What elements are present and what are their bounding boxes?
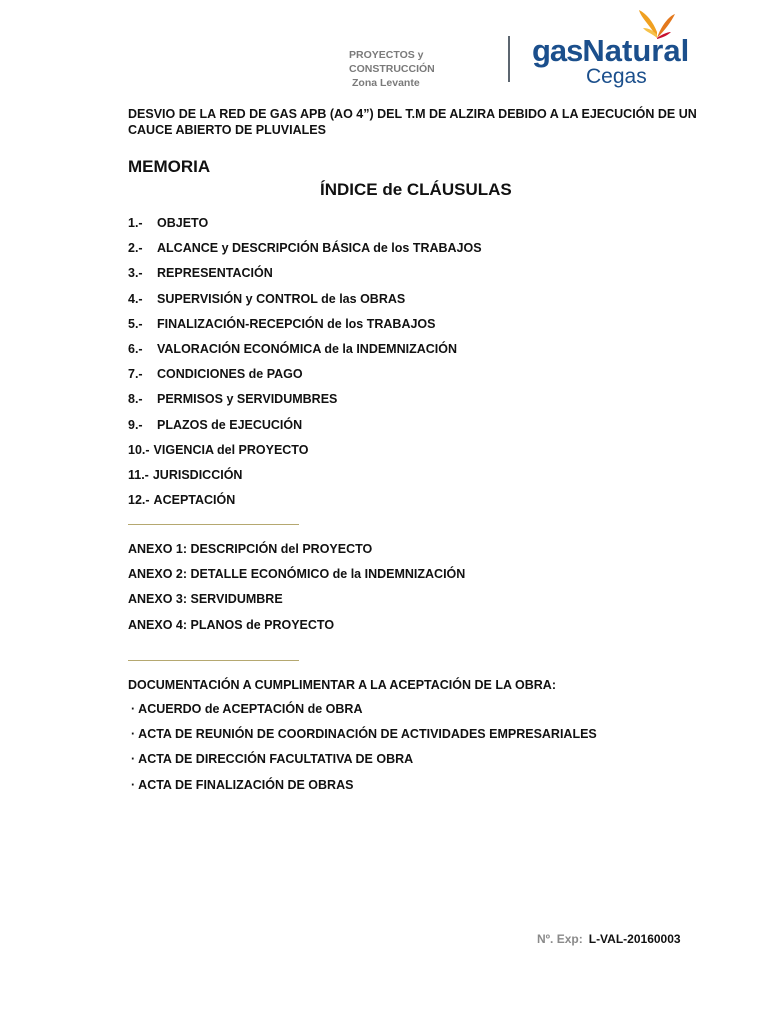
logo-gas-text: gas xyxy=(532,33,583,68)
documentation-item xyxy=(131,778,597,803)
bullet-mark: · xyxy=(131,752,136,767)
annex-item: ANEXO 3: SERVIDUMBRE xyxy=(128,592,283,607)
clause-item xyxy=(128,241,482,266)
clause-label: CONDICIONES de PAGO xyxy=(157,367,303,382)
clause-label: PLAZOS de EJECUCIÓN xyxy=(157,417,303,432)
bullet-mark: · xyxy=(131,702,136,716)
department-line-3: Zona Levante xyxy=(352,77,420,89)
logo-wordmark xyxy=(532,34,689,68)
separator-rule xyxy=(128,660,299,661)
clause-index-list xyxy=(128,216,482,518)
bullet-mark: · xyxy=(131,727,136,742)
clause-number: 1.- xyxy=(128,216,143,230)
clause-number: 8.- xyxy=(128,392,143,407)
gas-natural-logo xyxy=(532,8,712,92)
document-title: DESVIO DE LA RED DE GAS APB (AO 4”) DEL T.M DE ALZIRA DEBIDO A LA EJECUCIÓN DE UN CAUCE ABIERTO DE PLUVIALES xyxy=(128,107,697,137)
bullet-mark: · xyxy=(131,777,136,792)
department-label xyxy=(349,48,435,90)
clause-label: ALCANCE y DESCRIPCIÓN BÁSICA de los TRABAJOS xyxy=(157,241,482,256)
clause-item xyxy=(128,292,482,317)
clause-number: 10.- xyxy=(128,442,150,457)
clause-item xyxy=(128,216,482,241)
separator-rule xyxy=(128,524,299,525)
clause-item xyxy=(128,418,482,443)
index-title: ÍNDICE de CLÁUSULAS xyxy=(320,180,512,199)
logo-natural-text: Natural xyxy=(582,33,690,68)
annex-item: ANEXO 2: DETALLE ECONÓMICO de la INDEMNIZACIÓN xyxy=(128,567,466,582)
documentation-item xyxy=(131,727,597,752)
clause-item xyxy=(128,367,482,392)
clause-label: VIGENCIA del PROYECTO xyxy=(153,442,309,457)
annex-item: ANEXO 1: DESCRIPCIÓN del PROYECTO xyxy=(128,542,373,556)
clause-label: JURISDICCIÓN xyxy=(152,467,243,482)
clause-item xyxy=(128,443,482,468)
clause-item xyxy=(128,392,482,417)
clause-item xyxy=(128,468,482,493)
clause-label: OBJETO xyxy=(157,216,209,230)
documentation-item-label: ACTA DE DIRECCIÓN FACULTATIVA DE OBRA xyxy=(138,752,414,767)
clause-number: 3.- xyxy=(128,266,143,281)
annex-list xyxy=(128,542,465,643)
clause-label: ACEPTACIÓN xyxy=(153,493,236,508)
clause-number: 12.- xyxy=(128,493,150,508)
header-divider xyxy=(508,36,510,82)
clause-number: 7.- xyxy=(128,367,143,382)
documentation-heading: DOCUMENTACIÓN A CUMPLIMENTAR A LA ACEPTACIÓN DE LA OBRA: xyxy=(128,678,556,692)
clause-number: 4.- xyxy=(128,291,143,306)
documentation-item-label: ACUERDO de ACEPTACIÓN de OBRA xyxy=(138,702,363,716)
department-line-2: CONSTRUCCIÓN xyxy=(349,63,435,75)
clause-label: FINALIZACIÓN-RECEPCIÓN de los TRABAJOS xyxy=(157,316,436,331)
clause-label: VALORACIÓN ECONÓMICA de la INDEMNIZACIÓN xyxy=(157,341,458,356)
clause-item xyxy=(128,493,482,518)
documentation-item xyxy=(131,752,597,777)
annex-item: ANEXO 4: PLANOS de PROYECTO xyxy=(128,617,335,632)
clause-item xyxy=(128,317,482,342)
clause-number: 6.- xyxy=(128,341,143,356)
clause-number: 9.- xyxy=(128,417,143,432)
clause-item xyxy=(128,266,482,291)
documentation-list xyxy=(131,702,597,803)
clause-label: REPRESENTACIÓN xyxy=(157,266,273,281)
expedient-number xyxy=(537,932,681,946)
documentation-item xyxy=(131,702,597,727)
clause-number: 5.- xyxy=(128,316,143,331)
expedient-label: Nº. Exp: xyxy=(537,932,583,946)
expedient-value: L-VAL-20160003 xyxy=(588,932,681,946)
clause-number: 11.- xyxy=(128,467,149,482)
clause-item xyxy=(128,342,482,367)
clause-number: 2.- xyxy=(128,241,143,256)
logo-cegas-text: Cegas xyxy=(586,65,647,88)
clause-label: PERMISOS y SERVIDUMBRES xyxy=(157,392,338,407)
documentation-item-label: ACTA DE FINALIZACIÓN DE OBRAS xyxy=(138,777,354,792)
section-heading: MEMORIA xyxy=(128,157,211,176)
department-line-1: PROYECTOS y xyxy=(349,49,424,61)
documentation-item-label: ACTA DE REUNIÓN DE COORDINACIÓN DE ACTIVIDADES EMPRESARIALES xyxy=(138,727,597,742)
clause-label: SUPERVISIÓN y CONTROL de las OBRAS xyxy=(157,291,406,306)
